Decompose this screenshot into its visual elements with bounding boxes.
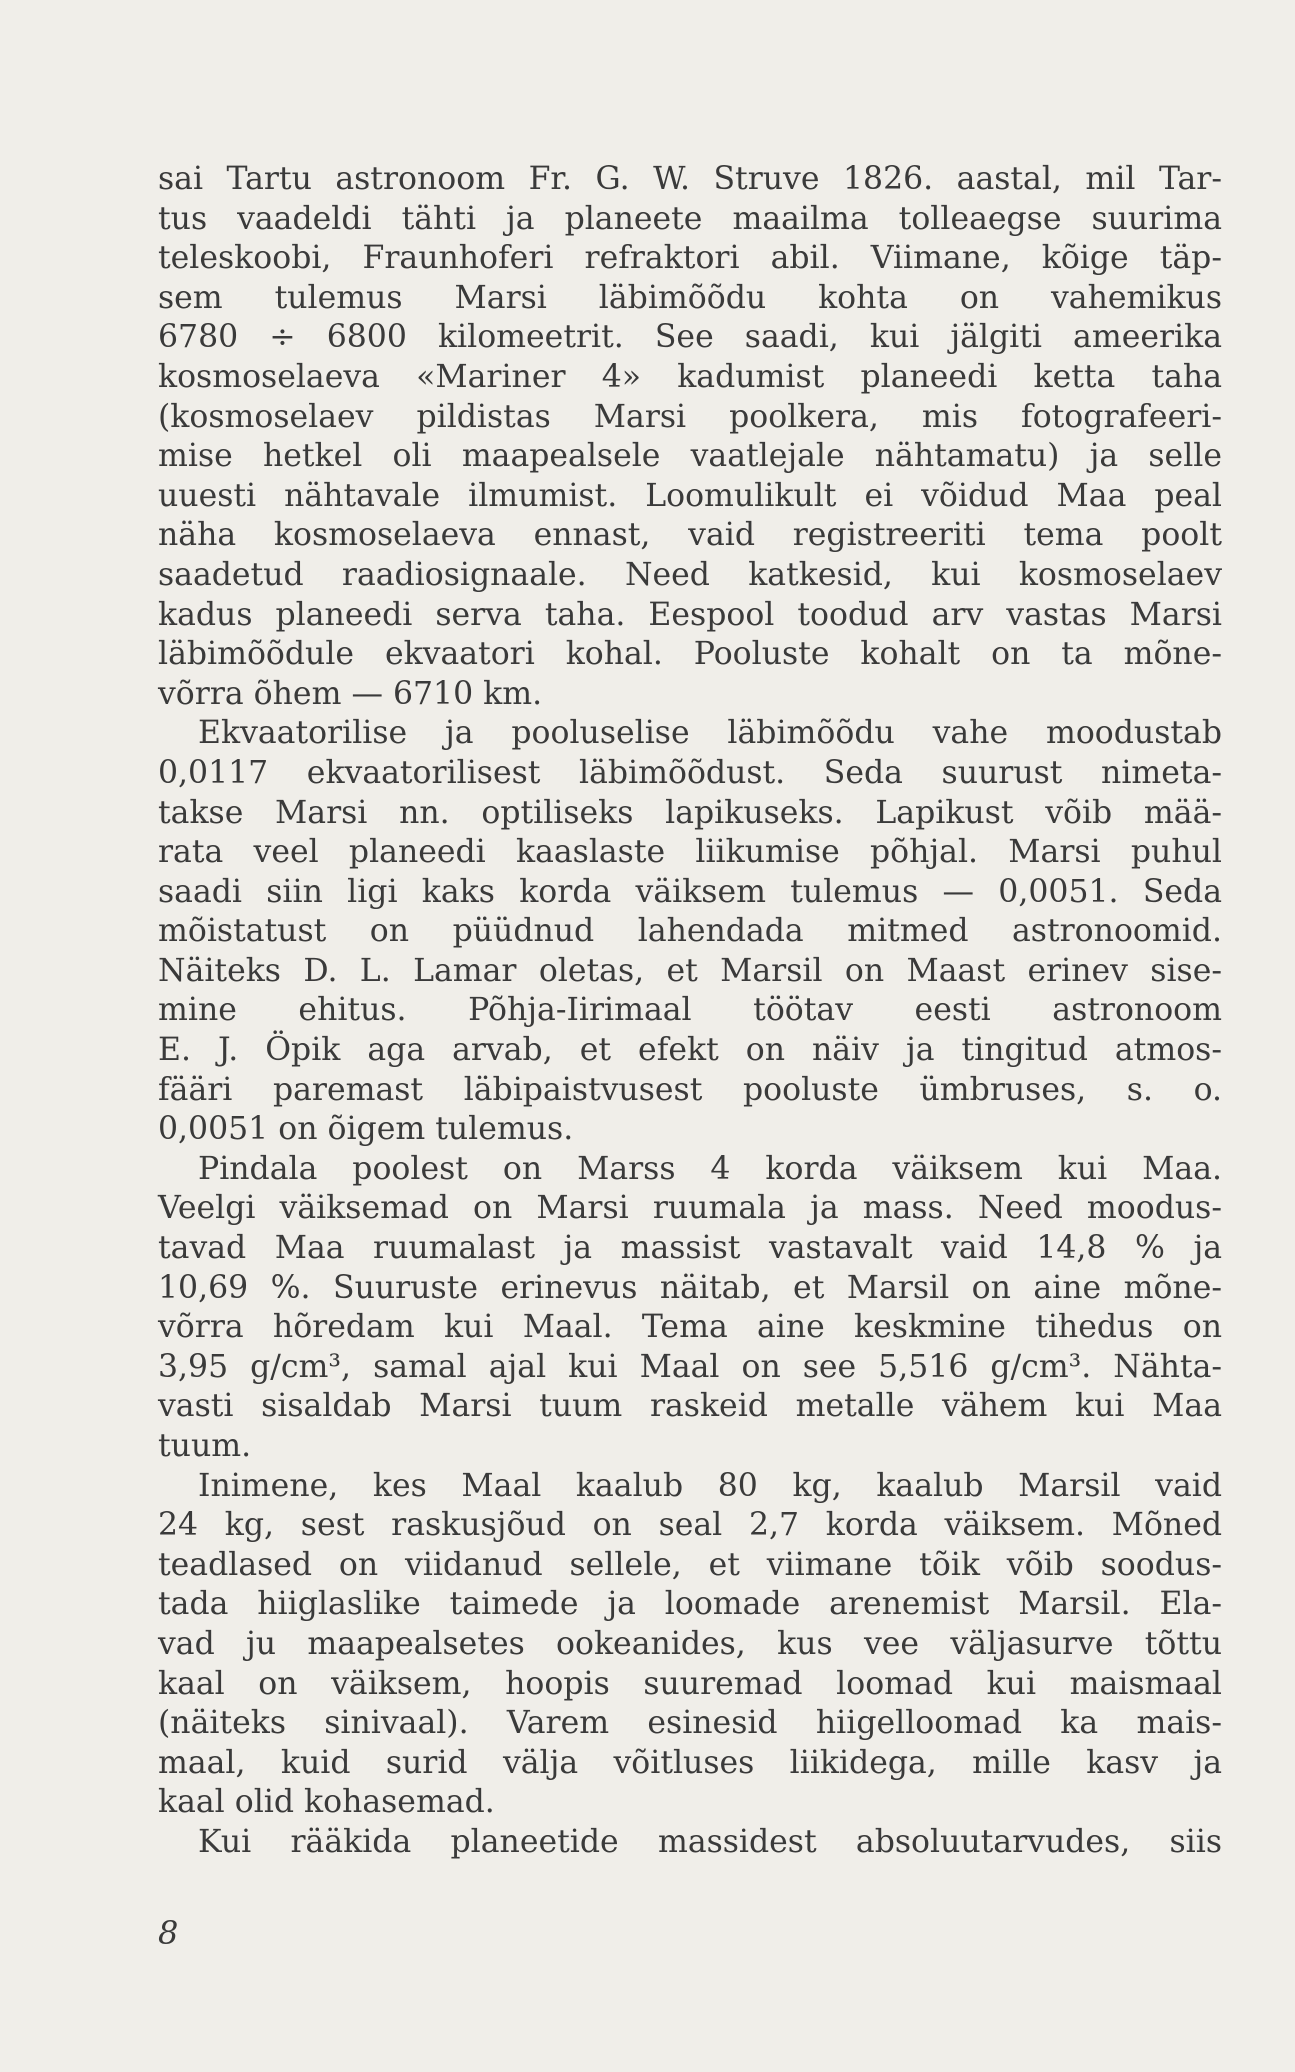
text-line: maal, kuid surid välja võitluses liikidega, mille kasv ja bbox=[158, 1744, 1222, 1781]
text-line: teleskoobi, Fraunhoferi refraktori abil. Viimane, kõige täp- bbox=[158, 240, 1222, 277]
text-line: läbimõõdule ekvaatori kohal. Pooluste kohalt on ta mõne- bbox=[158, 636, 1222, 673]
text-line: uuesti nähtavale ilmumist. Loomulikult ei võidud Maa peal bbox=[158, 477, 1222, 514]
text-line: E. J. Öpik aga arvab, et efekt on näiv ja tingitud atmos- bbox=[158, 1032, 1222, 1069]
text-line: Inimene, kes Maal kaalub 80 kg, kaalub Marsil vaid bbox=[198, 1467, 1222, 1504]
text-line: mine ehitus. Põhja-Iirimaal töötav eesti astronoom bbox=[158, 992, 1222, 1029]
text-line: Näiteks D. L. Lamar oletas, et Marsil on Maast erinev sise- bbox=[158, 952, 1222, 989]
text-line: 0,0051 on õigem tulemus. bbox=[158, 1111, 574, 1148]
text-line: kaal olid kohasemad. bbox=[158, 1784, 495, 1821]
text-line: tuum. bbox=[158, 1428, 252, 1464]
text-line: kaal on väiksem, hoopis suuremad loomad kui maismaal bbox=[158, 1665, 1222, 1702]
page-number: 8 bbox=[158, 1914, 179, 1952]
text-line: 6780 ÷ 6800 kilomeetrit. See saadi, kui jälgiti ameerika bbox=[158, 319, 1222, 356]
text-line: kadus planeedi serva taha. Eespool toodud arv vastas Marsi bbox=[158, 596, 1222, 633]
text-line: kosmoselaeva «Mariner 4» kadumist planeedi ketta taha bbox=[158, 358, 1222, 395]
text-line: vad ju maapealsetes ookeanides, kus vee väljasurve tõttu bbox=[158, 1625, 1222, 1662]
text-line: näha kosmoselaeva ennast, vaid registreeriti tema poolt bbox=[158, 517, 1222, 554]
text-line: rata veel planeedi kaaslaste liikumise põhjal. Marsi puhul bbox=[158, 834, 1222, 871]
text-line: (näiteks sinivaal). Varem esinesid hiigelloomad ka mais- bbox=[158, 1705, 1222, 1742]
text-line: Ekvaatorilise ja pooluselise läbimõõdu vahe moodustab bbox=[198, 715, 1222, 752]
text-line: fääri paremast läbipaistvusest pooluste ümbruses, s. o. bbox=[158, 1071, 1222, 1108]
text-line: 3,95 g/cm³, samal ajal kui Maal on see 5,516 g/cm³. Nähta- bbox=[158, 1348, 1222, 1385]
text-line: takse Marsi nn. optiliseks lapikuseks. Lapikust võib mää- bbox=[158, 794, 1222, 831]
text-line: 24 kg, sest raskusjõud on seal 2,7 korda väiksem. Mõned bbox=[158, 1507, 1222, 1544]
text-line: (kosmoselaev pildistas Marsi poolkera, mis fotografeeri- bbox=[158, 398, 1222, 435]
text-line: sai Tartu astronoom Fr. G. W. Struve 1826. aastal, mil Tar- bbox=[158, 161, 1222, 197]
text-line: teadlased on viidanud sellele, et viimane tõik võib soodus- bbox=[158, 1546, 1222, 1583]
text-line: vasti sisaldab Marsi tuum raskeid metalle vähem kui Maa bbox=[158, 1388, 1222, 1425]
text-line: Pindala poolest on Marss 4 korda väiksem kui Maa. bbox=[198, 1150, 1222, 1187]
text-line: mise hetkel oli maapealsele vaatlejale nähtamatu) ja selle bbox=[158, 438, 1222, 475]
text-line: 0,0117 ekvaatorilisest läbimõõdust. Seda suurust nimeta- bbox=[158, 754, 1222, 791]
text-line: saadi siin ligi kaks korda väiksem tulemus — 0,0051. Seda bbox=[158, 873, 1222, 910]
text-line: mõistatust on püüdnud lahendada mitmed astronoomid. bbox=[158, 913, 1222, 950]
text-line: tus vaadeldi tähti ja planeete maailma tolleaegse suurima bbox=[158, 200, 1222, 237]
text-line: sem tulemus Marsi läbimõõdu kohta on vahemikus bbox=[158, 279, 1222, 316]
text-line: Veelgi väiksemad on Marsi ruumala ja mass. Need moodus- bbox=[158, 1190, 1222, 1227]
text-line: võrra hõredam kui Maal. Tema aine keskmine tihedus on bbox=[158, 1309, 1222, 1346]
body-text bbox=[158, 160, 1222, 1863]
text-line: võrra õhem — 6710 km. bbox=[158, 675, 543, 712]
text-line: Kui rääkida planeetide massidest absoluutarvudes, siis bbox=[198, 1823, 1222, 1860]
text-line: tada hiiglaslike taimede ja loomade arenemist Marsil. Ela- bbox=[158, 1586, 1222, 1623]
text-line: tavad Maa ruumalast ja massist vastavalt vaid 14,8 % ja bbox=[158, 1230, 1222, 1267]
text-line: 10,69 %. Suuruste erinevus näitab, et Marsil on aine mõne- bbox=[158, 1269, 1222, 1306]
text-line: saadetud raadiosignaale. Need katkesid, kui kosmoselaev bbox=[158, 556, 1222, 593]
